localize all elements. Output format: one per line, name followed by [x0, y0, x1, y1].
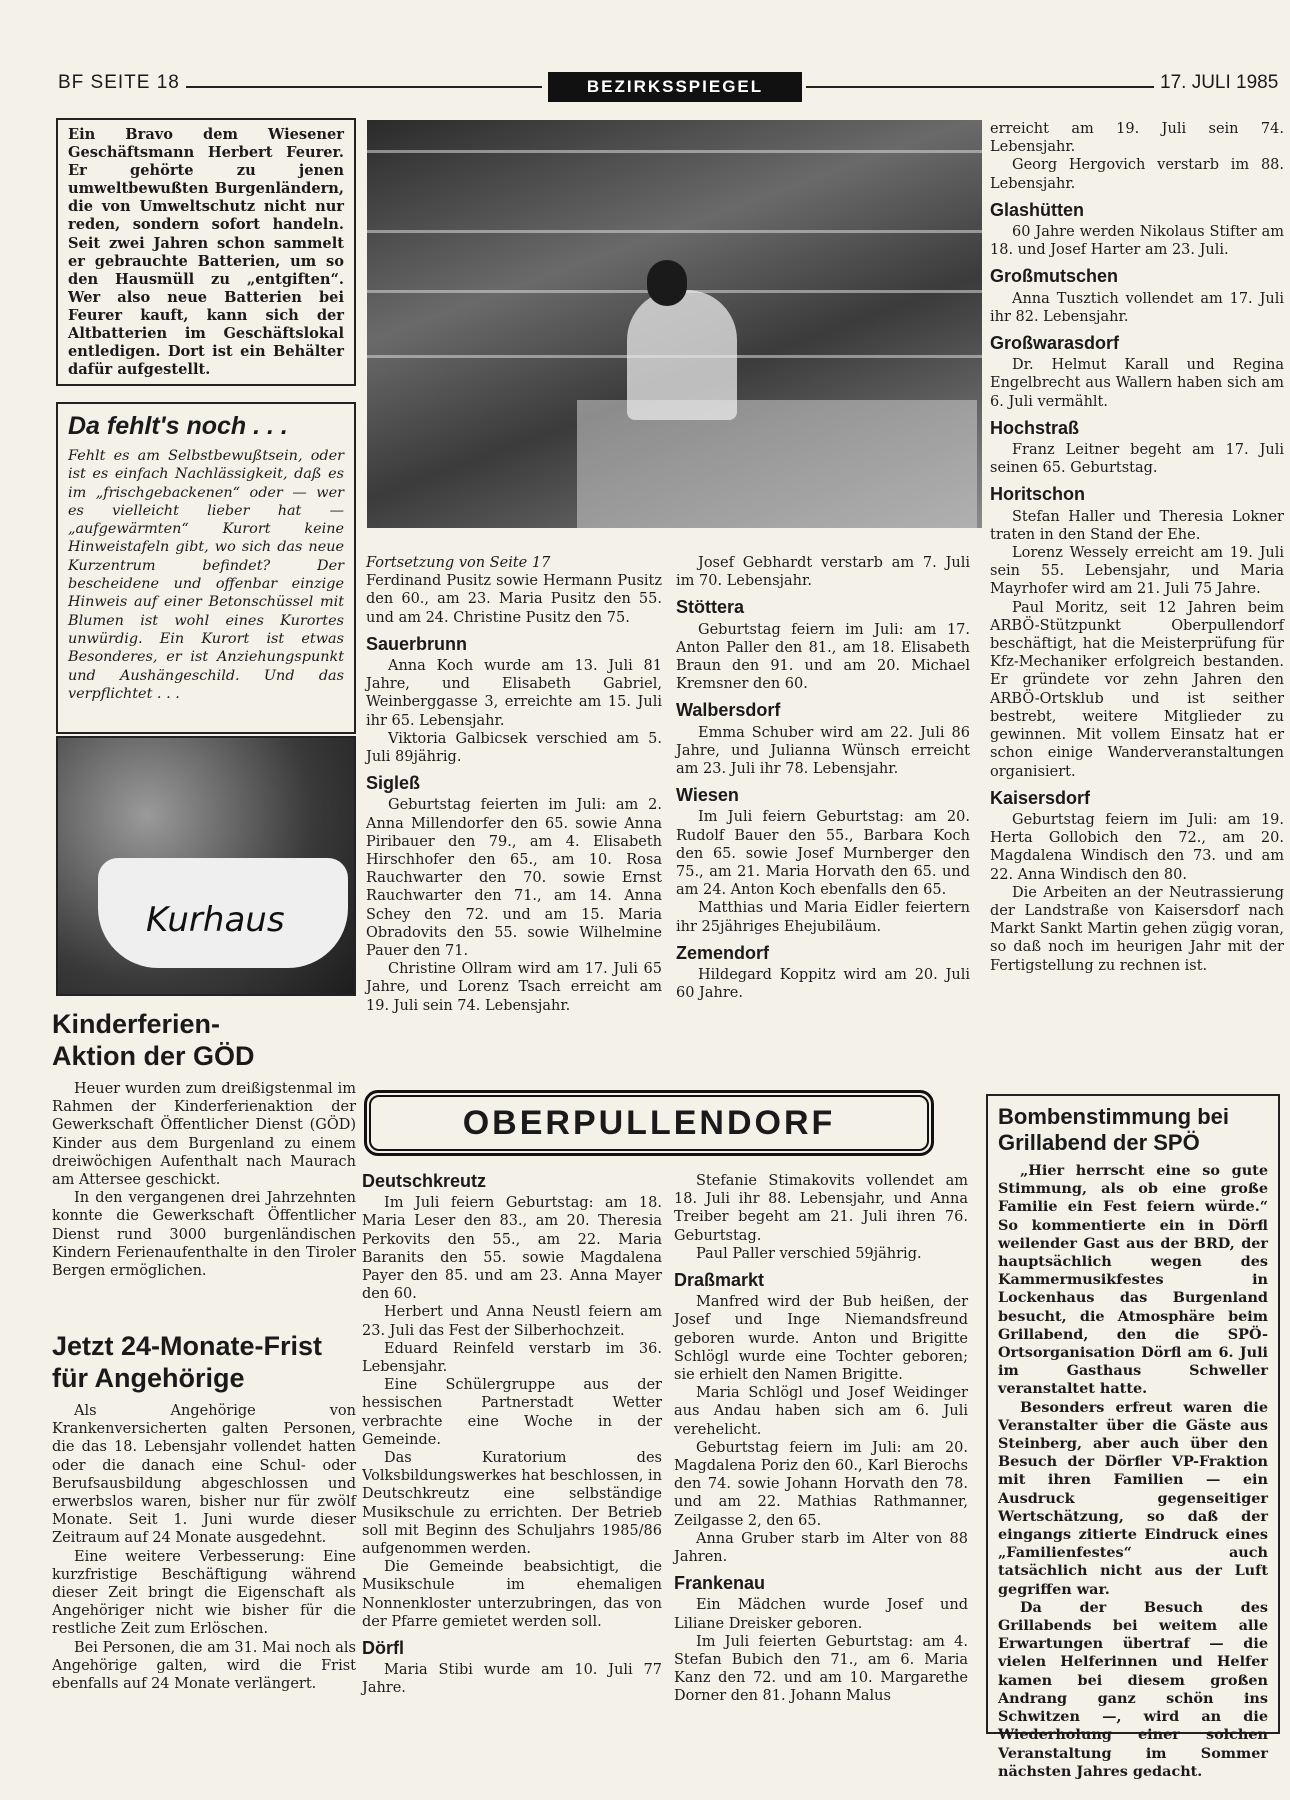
horitschon-p3: Paul Moritz, seit 12 Jahren beim ARBÖ-Stützpunkt Oberpullendorf beschäftigt, hat die Meisterprüfung für Kfz-Mechaniker erfolgreich bestanden. Er gründete vor zehn Jahren den ARBÖ-Ortsklub und ist seither bestrebt, weitere Mitglieder zu gewinnen. Mit vollem Einsatz hat er schon einige Wanderveranstaltungen organisiert.: [990, 599, 1284, 780]
gebhardt-text: Josef Gebhardt verstarb am 7. Juli im 70. Lebensjahr.: [676, 555, 970, 590]
drassmarkt-p1: Manfred wird der Bub heißen, der Josef und Inge Niemandsfreund geboren wurde. Anton und Brigitte Schlögl wurde eine Tochter geboren; sie erhielt den Namen Brigitte.: [674, 1294, 968, 1384]
frist-p2: Eine weitere Verbesserung: Eine kurzfristige Beschäftigung während dieser Zeit bringt die Eigenschaft als Angehöriger nicht wie bisher für die restliche Zeit zum Erlöschen.: [52, 1548, 356, 1638]
heading-hochstrass: Hochstraß: [990, 417, 1080, 438]
deutschkreutz-p2: Herbert und Anna Neustl feiern am 23. Juli das Fest der Silberhochzeit.: [362, 1304, 662, 1339]
frist-title-1: Jetzt 24-Monate-Frist: [52, 1331, 323, 1361]
heading-grosswarasdorf: Großwarasdorf: [990, 333, 1120, 354]
heading-deutschkreutz: Deutschkreutz: [362, 1171, 487, 1191]
hergovich-text: Georg Hergovich verstarb im 88. Lebensjahr.: [990, 157, 1284, 192]
heading-grossmutschen: Großmutschen: [990, 266, 1119, 287]
frist-article: [52, 1330, 356, 1693]
sigless-p1: Geburtstag feierten im Juli: am 2. Anna Millendorfer den 65. sowie Anna Piribauer den 79., am 4. Elisabeth Hirschhofer den 65., am 10. Rosa Rauchwarter den 70. sowie Ernst Rauchwarter den 71., am 14. Anna Schey den 72. und am 15. Maria Obradovits den 55. sowie Wilhelmine Pauer den 71.: [366, 797, 662, 960]
continuation-note: Fortsetzung von Seite 17: [366, 555, 551, 571]
glashuetten-p1: 60 Jahre werden Nikolaus Stifter am 18. und Josef Harter am 23. Juli.: [990, 224, 1284, 259]
heading-sigless: Sigleß: [366, 773, 421, 794]
kurhaus-photo: [56, 736, 356, 996]
kinderferien-title-1: Kinderferien-: [52, 1009, 221, 1039]
bravo-box: [56, 118, 356, 386]
oberpullendorf-banner: [364, 1090, 934, 1156]
kaisersdorf-p1: Geburtstag feiern im Juli: am 19. Herta Gollobich den 72., am 20. Magdalena Windisch den 73. und am 22. Anna Windisch den 80.: [990, 811, 1284, 883]
kurhaus-sign: Kurhaus: [146, 900, 285, 940]
kinderferien-title-2: Aktion der GÖD: [52, 1041, 255, 1071]
sauerbrunn-p1: Anna Koch wurde am 13. Juli 81 Jahre, und Elisabeth Gabriel, Weinberggasse 3, erreichte am 15. Juli ihr 65. Lebensjahr.: [366, 658, 662, 729]
heading-horitschon: Horitschon: [990, 484, 1086, 505]
hochstrass-p1: Franz Leitner begeht am 17. Juli seinen 65. Geburtstag.: [990, 442, 1284, 477]
heading-wiesen: Wiesen: [676, 785, 739, 806]
kaisersdorf-p2: Die Arbeiten an der Neutrassierung der Landstraße von Kaisersdorf nach Markt Sankt Martin gehen zügig voran, so daß noch im heurigen Jahr mit der Fertigstellung zu rechnen ist.: [990, 884, 1284, 974]
wiesen-p2: Matthias und Maria Eidler feiertern ihr 25jähriges Ehejubiläum.: [676, 900, 970, 935]
spoe-title-1: Bombenstimmung bei: [998, 1104, 1230, 1129]
frankenau-p2: Im Juli feierten Geburtstag: am 4. Stefan Bubich den 71., am 6. Maria Kanz den 72. und am 10. Margarethe Dorner den 81. Johann Malus: [674, 1633, 968, 1705]
wiesen-p1: Im Juli feiern Geburtstag: am 20. Rudolf Bauer den 55., Barbara Koch den 65. sowie Josef Murnberger den 75., am 21. Maria Horvath den 65. und am 24. Anton Koch ebenfalls den 65.: [676, 809, 970, 899]
deutschkreutz-p5: Das Kuratorium des Volksbildungswerkes hat beschlossen, in Deutschkreutz eine selbständige Musikschule zu errichten. Der Betrieb soll mit Beginn des Schuljahrs 1985/86 aufgenommen werden.: [362, 1450, 662, 1558]
kinderferien-p2: In den vergangenen drei Jahrzehnten konnte die Gewerkschaft Öffentlicher Dienst rund 3000 burgenländischen Kindern Ferienaufenthalte in den Tiroler Bergen ermöglichen.: [52, 1190, 356, 1280]
fehlt-title: Da fehlt's noch . . .: [68, 412, 288, 440]
kinderferien-article: [52, 1008, 356, 1280]
frist-p3: Bei Personen, die am 31. Mai noch als Angehörige galten, wird die Frist ebenfalls auf 24 Monate verlängert.: [52, 1639, 356, 1693]
page-number: BF SEITE 18: [58, 72, 180, 93]
oberpullendorf-column-b: [674, 1172, 968, 1706]
drassmarkt-p3: Geburtstag feiern im Juli: am 20. Magdalena Poriz den 60., Karl Bierochs den 74. sowie Johann Horvath den 78. und am 22. Mathias Rathmanner, Zeilgasse 2, den 65.: [674, 1439, 968, 1529]
drassmarkt-p2: Maria Schlögl und Josef Weidinger aus Andau haben sich am 6. Juli verehelicht.: [674, 1385, 968, 1438]
spoe-p3: Da der Besuch des Grillabends bei weitem alle Erwartungen übertraf — die vielen Helferinnen und Helfer kamen bei diesem großen Andrang ganz schön ins Schwitzen —, wird an die Wiederholung einer solchen Veranstaltung im Sommer nächsten Jahres gedacht.: [998, 1598, 1268, 1780]
spoe-box: [986, 1094, 1280, 1780]
header-rule-left: [186, 86, 542, 88]
column-2-news: [366, 554, 662, 1015]
heading-drassmarkt: Draßmarkt: [674, 1270, 765, 1291]
heading-frankenau: Frankenau: [674, 1573, 766, 1594]
kinderferien-p1: Heuer wurden zum dreißigstenmal im Rahmen der Kinderferienaktion der Gewerkschaft Öffentlicher Dienst (GÖD) Kinder aus dem Burgenland zu einem dreiwöchigen Aufenthalt nach Maurach am Attersee geschickt.: [52, 1081, 356, 1189]
column-3-news: [676, 554, 970, 1002]
heading-sauerbrunn: Sauerbrunn: [366, 633, 468, 654]
deutschkreutz-p1: Im Juli feiern Geburtstag: am 18. Maria Leser den 83., am 20. Theresia Perkovits den 55., am 22. Maria Baranits den 55. sowie Magdalena Payer den 85. und am 23. Anna Mayer den 60.: [362, 1195, 662, 1303]
walbersdorf-p1: Emma Schuber wird am 22. Juli 86 Jahre, und Julianna Wünsch erreicht am 23. Juli ihr 78. Lebensjahr.: [676, 724, 970, 778]
deutschkreutz-p4: Eine Schülergruppe aus der hessischen Partnerstadt Wetter verbrachte eine Woche in der Gemeinde.: [362, 1377, 662, 1448]
grosswarasdorf-p1: Dr. Helmut Karall und Regina Engelbrecht aus Wallern haben sich am 6. Juli vermählt.: [990, 357, 1284, 410]
fehlt-text: Fehlt es am Selbstbewußtsein, oder ist es einfach Nachlässigkeit, daß es im „frischgebackenen“ oder — wer es vielleicht lieber hat — „aufgewärmten“ Kurort keine Hinweistafeln gibt, wo sich das neue Kurzentrum befindet? Der bescheidene und offenbar einzige Hinweis auf einer Betonschüssel mit Blumen ist wohl eines Kurortes unwürdig. Ein Kurort ist etwas Besonderes, er ist Anziehungspunkt und Aushängeschild. Und das verpflichtet . . .: [68, 448, 344, 702]
sigless-p2: Christine Ollram wird am 17. Juli 65 Jahre, und Lorenz Tsach erreicht am 19. Juli sein 74. Lebensjahr.: [366, 961, 662, 1014]
heading-zemendorf: Zemendorf: [676, 942, 770, 963]
heading-doerfl: Dörfl: [362, 1638, 404, 1659]
horitschon-p2: Lorenz Wessely erreicht am 19. Juli sein 55. Lebensjahr, und Maria Mayrhofer wird am 21. Juli 75 Jahre.: [990, 545, 1284, 598]
sauerbrunn-p2: Viktoria Galbicsek verschied am 5. Juli 89jährig.: [366, 730, 662, 766]
heading-stoettera: Stöttera: [676, 597, 745, 618]
grossmutschen-p1: Anna Tusztich vollendet am 17. Juli ihr 82. Lebensjahr.: [990, 290, 1284, 325]
col4-lead: erreicht am 19. Juli sein 74. Lebensjahr.: [990, 121, 1284, 156]
paller-text: Paul Paller verschied 59jährig.: [696, 1245, 922, 1262]
frist-title-2: für Angehörige: [52, 1363, 245, 1393]
frankenau-p1: Ein Mädchen wurde Josef und Liliane Dreisker geboren.: [674, 1597, 968, 1632]
bravo-text: Ein Bravo dem Wiesener Geschäftsmann Herbert Feurer. Er gehörte zu jenen umweltbewußten Burgenländern, die von Umweltschutz nicht nur reden, sondern sofort handeln. Seit zwei Jahren schon sammelt er gebrauchte Batterien, um so den Hausmüll zu „entgiften“. Wer also neue Batterien bei Feurer kauft, kann sich der Altbatterien im Geschäftslokal entledigen. Dort ist ein Behälter dafür aufgestellt.: [68, 126, 344, 379]
pusitz-text: Ferdinand Pusitz sowie Hermann Pusitz den 60., am 23. Maria Pusitz den 55. und am 24. Christine Pusitz den 75.: [366, 573, 662, 626]
heading-kaisersdorf: Kaisersdorf: [990, 787, 1091, 808]
heading-glashuetten: Glashütten: [990, 199, 1085, 220]
header-rule-right: [806, 86, 1154, 88]
spoe-title-2: Grillabend der SPÖ: [998, 1130, 1200, 1155]
deutschkreutz-p3: Eduard Reinfeld verstarb im 36. Lebensjahr.: [362, 1340, 662, 1376]
stimakovits-text: Stefanie Stimakovits vollendet am 18. Juli ihr 88. Lebensjahr, und Anna Treiber begeht am 21. Juli ihren 76. Geburtstag.: [674, 1173, 968, 1244]
deutschkreutz-p6: Die Gemeinde beabsichtigt, die Musikschule im ehemaligen Nonnenkloster unterzubringen, das von der Pfarre gemietet werden soll.: [362, 1559, 662, 1630]
drassmarkt-p4: Anna Gruber starb im Alter von 88 Jahren.: [674, 1530, 968, 1566]
stoettera-p1: Geburtstag feiern im Juli: am 17. Anton Paller den 81., am 18. Elisabeth Braun den 91. und am 20. Michael Kremsner den 60.: [676, 621, 970, 693]
horitschon-p1: Stefan Haller und Theresia Lokner traten in den Stand der Ehe.: [990, 508, 1284, 543]
frist-p1: Als Angehörige von Krankenversicherten galten Personen, die das 18. Lebensjahr vollendet hatten oder die danach eine Schul- oder Berufsausbildung abgeschlossen und erwerbslos waren, bisher nur für zwölf Monate. Seit 1. Juni wurde dieser Zeitraum auf 24 Monate ausgedehnt.: [52, 1403, 356, 1547]
doerfl-p1: Maria Stibi wurde am 10. Juli 77 Jahre.: [362, 1662, 662, 1697]
oberpullendorf-column-a: [362, 1172, 662, 1698]
store-photo: [367, 120, 982, 528]
spoe-p1: „Hier herrscht eine so gute Stimmung, als ob eine große Familie ein Fest feiern würde.“ So kommentierte ein in Dörfl weilender Gast aus der BRD, der hauptsächlich wegen des Kammermusikfestes in Lockenhaus das Burgenland besucht, die Atmosphäre beim Grillabend, den die SPÖ-Ortsorganisation Dörfl am 6. Juli im Gasthaus Schweller veranstaltet hatte.: [998, 1162, 1268, 1398]
heading-walbersdorf: Walbersdorf: [676, 700, 781, 721]
issue-date: 17. JULI 1985: [1160, 72, 1279, 93]
section-badge: BEZIRKSSPIEGEL: [548, 72, 802, 102]
fehlt-box: [56, 402, 356, 734]
oberpullendorf-title: OBERPULLENDORF: [369, 1095, 929, 1151]
spoe-p2: Besonders erfreut waren die Veranstalter über die Gäste aus Steinberg, aber auch über den Besuch der Dörfler VP-Fraktion mit ihren Familien — ein Ausdruck gegenseitiger Wertschätzung, so daß der eingangs zitierte Eindruck eines „Familienfestes“ auch tatsächlich nicht aus der Luft gegriffen war.: [998, 1398, 1268, 1598]
column-4-news: [990, 120, 1284, 975]
zemendorf-p1: Hildegard Koppitz wird am 20. Juli 60 Jahre.: [676, 967, 970, 1002]
